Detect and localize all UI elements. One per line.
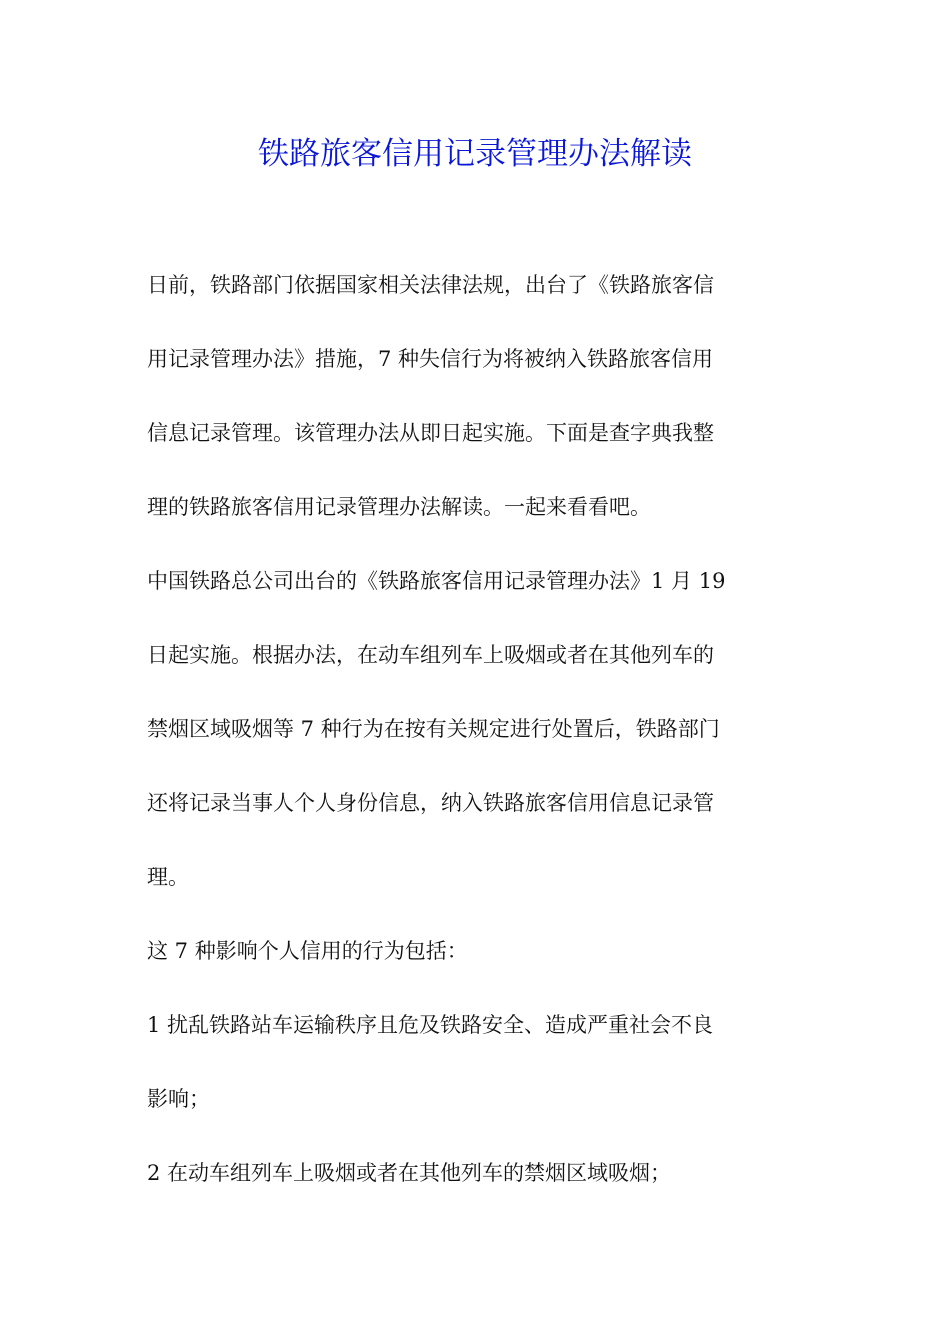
list-item-2 (147, 1150, 807, 1196)
text-line: 理的铁路旅客信用记录管理办法解读。一起来看看吧。 (147, 495, 651, 519)
text-line: 影响； (147, 1087, 210, 1111)
text-line: 禁烟区域吸烟等 7 种行为在按有关规定进行处置后，铁路部门 (147, 717, 720, 741)
paragraph-intro (147, 262, 807, 530)
text-line: 用记录管理办法》措施，7 种失信行为将被纳入铁路旅客信用 (147, 347, 714, 371)
list-item-1 (147, 1002, 807, 1122)
paragraph-list-intro (147, 928, 807, 974)
text-line: 1 扰乱铁路站车运输秩序且危及铁路安全、造成严重社会不良 (147, 1013, 714, 1037)
text-line: 信息记录管理。该管理办法从即日起实施。下面是查字典我整 (147, 421, 714, 445)
text-line: 这 7 种影响个人信用的行为包括： (147, 939, 468, 963)
document-title: 铁路旅客信用记录管理办法解读 (258, 136, 692, 172)
text-line: 日前，铁路部门依据国家相关法律法规，出台了《铁路旅客信 (147, 273, 714, 297)
text-line: 日起实施。根据办法，在动车组列车上吸烟或者在其他列车的 (147, 643, 714, 667)
text-line: 理。 (147, 865, 189, 889)
text-line: 还将记录当事人个人身份信息，纳入铁路旅客信用信息记录管 (147, 791, 714, 815)
paragraph-implementation (147, 558, 807, 900)
document-body (147, 262, 807, 1224)
text-line: 2 在动车组列车上吸烟或者在其他列车的禁烟区域吸烟； (147, 1161, 672, 1185)
text-line: 中国铁路总公司出台的《铁路旅客信用记录管理办法》1 月 19 (147, 569, 726, 593)
